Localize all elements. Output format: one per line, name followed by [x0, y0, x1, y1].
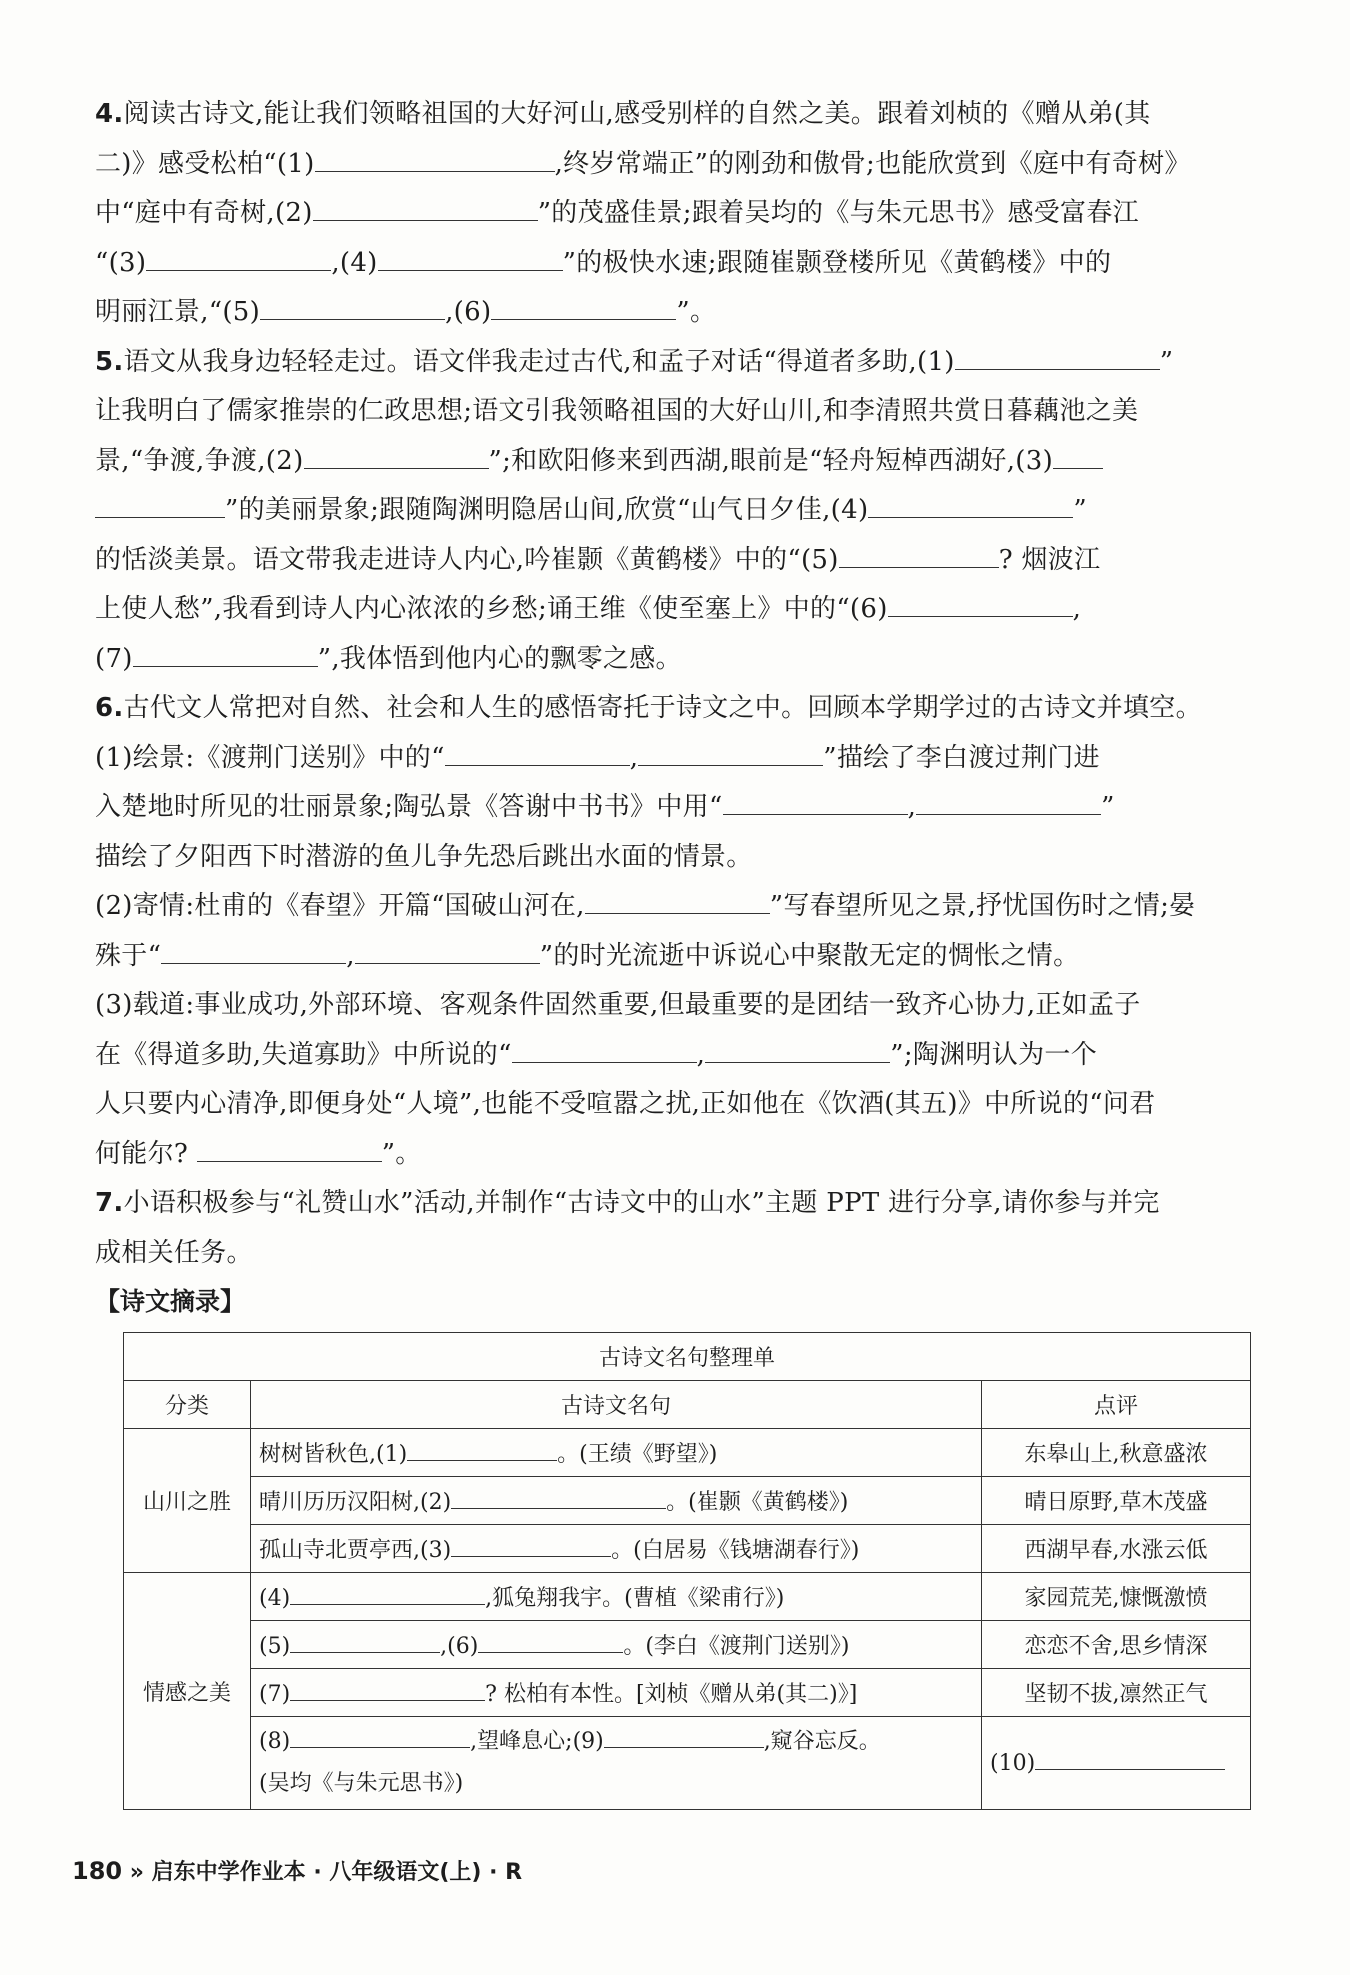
answer-blank[interactable]: [407, 1442, 557, 1461]
question-number: 7.: [95, 1188, 124, 1218]
quote-text: 。(崔颢《黄鹤楼》): [666, 1490, 849, 1515]
table-row: [124, 1573, 1251, 1621]
page-number: 180: [72, 1857, 123, 1885]
quote-text: (5): [259, 1634, 291, 1659]
q6-text: 古代文人常把对自然、社会和人生的感悟寄托于诗文之中。回顾本学期学过的古诗文并填空。: [123, 693, 1202, 723]
q5-text: 上使人愁”,我看到诗人内心浓浓的乡愁;诵王维《使至塞上》中的“(6): [95, 594, 888, 624]
quote-cell: [251, 1477, 982, 1525]
q6-text: (2)寄情:杜甫的《春望》开篇“国破山河在,: [95, 891, 585, 921]
section-title: 【诗文摘录】: [95, 1287, 246, 1316]
question-4: [95, 90, 1255, 338]
answer-blank[interactable]: [839, 545, 999, 568]
answer-blank[interactable]: [868, 495, 1073, 518]
table-row: [124, 1429, 1251, 1477]
q5-text: 的恬淡美景。语文带我走进诗人内心,吟崔颢《黄鹤楼》中的“(5): [95, 544, 839, 575]
answer-blank[interactable]: [491, 297, 676, 320]
q6-text: ,: [696, 1039, 706, 1070]
poetry-table: [123, 1332, 1251, 1810]
q4-text: ,(4): [331, 247, 378, 278]
q4-text: 二)》感受松柏“(1): [95, 148, 315, 179]
quote-cell: [251, 1621, 982, 1669]
q4-text: ,终岁常端正”的刚劲和傲骨;也能欣赏到《庭中有奇树》: [554, 148, 1191, 179]
table-header-row: [124, 1381, 1251, 1429]
table-caption-row: [124, 1333, 1251, 1381]
q4-text: 阅读古诗文,能让我们领略祖国的大好河山,感受别样的自然之美。跟着刘桢的《赠从弟(其: [123, 99, 1151, 129]
answer-blank[interactable]: [197, 1139, 382, 1162]
q5-text: (7): [95, 643, 133, 674]
comment-text: (10): [990, 1750, 1036, 1776]
quote-text: 孤山寺北贾亭西,(3): [259, 1538, 452, 1563]
answer-blank[interactable]: [1053, 446, 1103, 469]
q6-text: 殊于“: [95, 940, 162, 971]
question-number: 5.: [95, 346, 124, 377]
answer-blank[interactable]: [355, 941, 540, 964]
answer-blank[interactable]: [723, 792, 908, 815]
answer-blank[interactable]: [1035, 1751, 1225, 1770]
q4-text: “(3): [95, 247, 147, 278]
q6-text: (3)载道:事业成功,外部环境、客观条件固然重要,但最重要的是团结一致齐心协力,正如孟子: [95, 990, 1141, 1020]
answer-blank[interactable]: [161, 941, 346, 964]
page-content: [95, 90, 1255, 1810]
q4-text: ,(6): [445, 297, 492, 327]
q6-text: 何能尔?: [95, 1138, 197, 1169]
answer-blank[interactable]: [445, 743, 630, 766]
q6-text: ”。: [381, 1138, 422, 1169]
quote-text: ,望峰息心;(9): [470, 1729, 604, 1754]
quote-text: ,狐兔翔我宇。(曹植《梁甫行》): [485, 1586, 785, 1611]
quote-text: 。(李白《渡荆门送别》): [623, 1634, 850, 1659]
answer-blank[interactable]: [290, 1682, 485, 1701]
comment-cell: 坚韧不拔,凛然正气: [982, 1669, 1251, 1717]
answer-blank[interactable]: [290, 1634, 440, 1653]
answer-blank[interactable]: [705, 1040, 890, 1063]
comment-cell: 西湖早春,水涨云低: [982, 1525, 1251, 1573]
answer-blank[interactable]: [378, 248, 563, 271]
book-title: 启东中学作业本 · 八年级语文(上) · R: [151, 1860, 523, 1885]
q4-text: 中“庭中有奇树,(2): [95, 198, 313, 228]
q5-text: ”: [1073, 495, 1087, 525]
q6-text: 在《得道多助,失道寡助》中所说的“: [95, 1039, 512, 1070]
quote-text: (7): [259, 1682, 291, 1707]
quote-text: 。(王绩《野望》): [557, 1442, 718, 1467]
header-quote: 古诗文名句: [251, 1381, 982, 1429]
q5-text: ”: [1159, 346, 1174, 377]
answer-blank[interactable]: [304, 446, 489, 469]
q7-text: 成相关任务。: [95, 1237, 253, 1268]
quote-text: ,窥谷忘反。: [763, 1729, 881, 1754]
quote-cell: [251, 1429, 982, 1477]
q6-text: ”描绘了李白渡过荆门进: [823, 742, 1100, 773]
question-number: 6.: [95, 693, 124, 723]
answer-blank[interactable]: [313, 198, 538, 221]
quote-text: 树树皆秋色,(1): [259, 1442, 408, 1467]
comment-cell: [982, 1717, 1251, 1810]
answer-blank[interactable]: [451, 1538, 611, 1557]
quote-text: ,(6): [440, 1634, 479, 1659]
quote-cell: [251, 1717, 982, 1810]
answer-blank[interactable]: [638, 743, 823, 766]
question-number: 4.: [95, 99, 124, 129]
answer-blank[interactable]: [95, 495, 225, 518]
answer-blank[interactable]: [290, 1729, 470, 1748]
answer-blank[interactable]: [451, 1490, 666, 1509]
q6-text: (1)绘景:《渡荆门送别》中的“: [95, 742, 445, 773]
answer-blank[interactable]: [585, 891, 770, 914]
comment-cell: 东皋山上,秋意盛浓: [982, 1429, 1251, 1477]
q6-text: ”写春望所见之景,抒忧国伤时之情;晏: [769, 891, 1196, 921]
q6-text: ,: [629, 742, 639, 773]
q6-text: 入楚地时所见的壮丽景象;陶弘景《答谢中书书》中用“: [95, 792, 723, 822]
answer-blank[interactable]: [512, 1040, 697, 1063]
answer-blank[interactable]: [888, 594, 1073, 617]
category-cell: 山川之胜: [124, 1429, 251, 1573]
answer-blank[interactable]: [133, 644, 318, 667]
q4-text: ”的极快水速;跟随崔颢登楼所见《黄鹤楼》中的: [562, 247, 1112, 278]
q5-text: ”,我体悟到他内心的飘零之感。: [317, 643, 682, 674]
question-7: [95, 1179, 1255, 1278]
header-category: 分类: [124, 1381, 251, 1429]
q6-text: ,: [907, 792, 917, 822]
q6-text: ”的时光流逝中诉说心中聚散无定的惆怅之情。: [539, 940, 1080, 971]
q4-text: ”的茂盛佳景;跟着吴均的《与朱元思书》感受富春江: [537, 198, 1139, 228]
q6-text: 描绘了夕阳西下时潜游的鱼儿争先恐后跳出水面的情景。: [95, 841, 753, 872]
table-row: [124, 1669, 1251, 1717]
table-row: [124, 1477, 1251, 1525]
comment-cell: 家园荒芜,慷慨激愤: [982, 1573, 1251, 1621]
table-row: [124, 1525, 1251, 1573]
quote-cell: [251, 1669, 982, 1717]
quote-text: ? 松柏有本性。[刘桢《赠从弟(其二)》]: [485, 1682, 858, 1707]
answer-blank[interactable]: [604, 1729, 764, 1748]
q7-text: 小语积极参与“礼赞山水”活动,并制作“古诗文中的山水”主题 PPT 进行分享,请你参与并完: [123, 1188, 1160, 1218]
answer-blank[interactable]: [955, 347, 1160, 370]
q4-text: ”。: [676, 297, 717, 327]
question-5: [95, 338, 1255, 685]
table-caption: 古诗文名句整理单: [124, 1333, 1251, 1381]
quote-text: (4): [259, 1586, 291, 1611]
q5-text: 语文从我身边轻轻走过。语文伴我走过古代,和孟子对话“得道者多助,(1): [123, 346, 955, 377]
category-cell: 情感之美: [124, 1573, 251, 1810]
q6-text: ,: [346, 940, 355, 971]
answer-blank[interactable]: [260, 297, 445, 320]
page-footer: [72, 1855, 522, 1886]
question-6: [95, 684, 1255, 1179]
chevron-right-icon: »: [129, 1860, 144, 1885]
q5-text: ,: [1072, 594, 1082, 624]
answer-blank[interactable]: [315, 149, 555, 172]
answer-blank[interactable]: [290, 1586, 485, 1605]
q6-text: ”;陶渊明认为一个: [890, 1039, 1098, 1070]
comment-cell: 晴日原野,草木茂盛: [982, 1477, 1251, 1525]
table-row: [124, 1717, 1251, 1810]
header-comment: 点评: [982, 1381, 1251, 1429]
q5-text: 让我明白了儒家推崇的仁政思想;语文引我领略祖国的大好山川,和李清照共赏日暮藕池之美: [95, 396, 1139, 426]
answer-blank[interactable]: [146, 248, 331, 271]
table-row: [124, 1621, 1251, 1669]
q5-text: ? 烟波江: [998, 544, 1101, 575]
q5-text: ”的美丽景象;跟随陶渊明隐居山间,欣赏“山气日夕佳,(4): [225, 495, 869, 525]
comment-cell: 恋恋不舍,思乡情深: [982, 1621, 1251, 1669]
quote-text: 晴川历历汉阳树,(2): [259, 1490, 452, 1515]
q6-text: ”: [1101, 792, 1115, 822]
quote-text: 。(白居易《钱塘湖春行》): [611, 1538, 860, 1563]
quote-text: (吴均《与朱元思书》): [259, 1771, 464, 1796]
answer-blank[interactable]: [916, 792, 1101, 815]
quote-text: (8): [259, 1729, 291, 1754]
q4-text: 明丽江景,“(5): [95, 297, 261, 327]
answer-blank[interactable]: [478, 1634, 623, 1653]
q5-text: 景,“争渡,争渡,(2): [95, 445, 304, 476]
q5-text: ”;和欧阳修来到西湖,眼前是“轻舟短棹西湖好,(3): [488, 445, 1054, 476]
q6-text: 人只要内心清净,即便身处“人境”,也能不受喧嚣之扰,正如他在《饮酒(其五)》中所说的“问君: [95, 1089, 1156, 1119]
quote-cell: [251, 1525, 982, 1573]
quote-cell: [251, 1573, 982, 1621]
